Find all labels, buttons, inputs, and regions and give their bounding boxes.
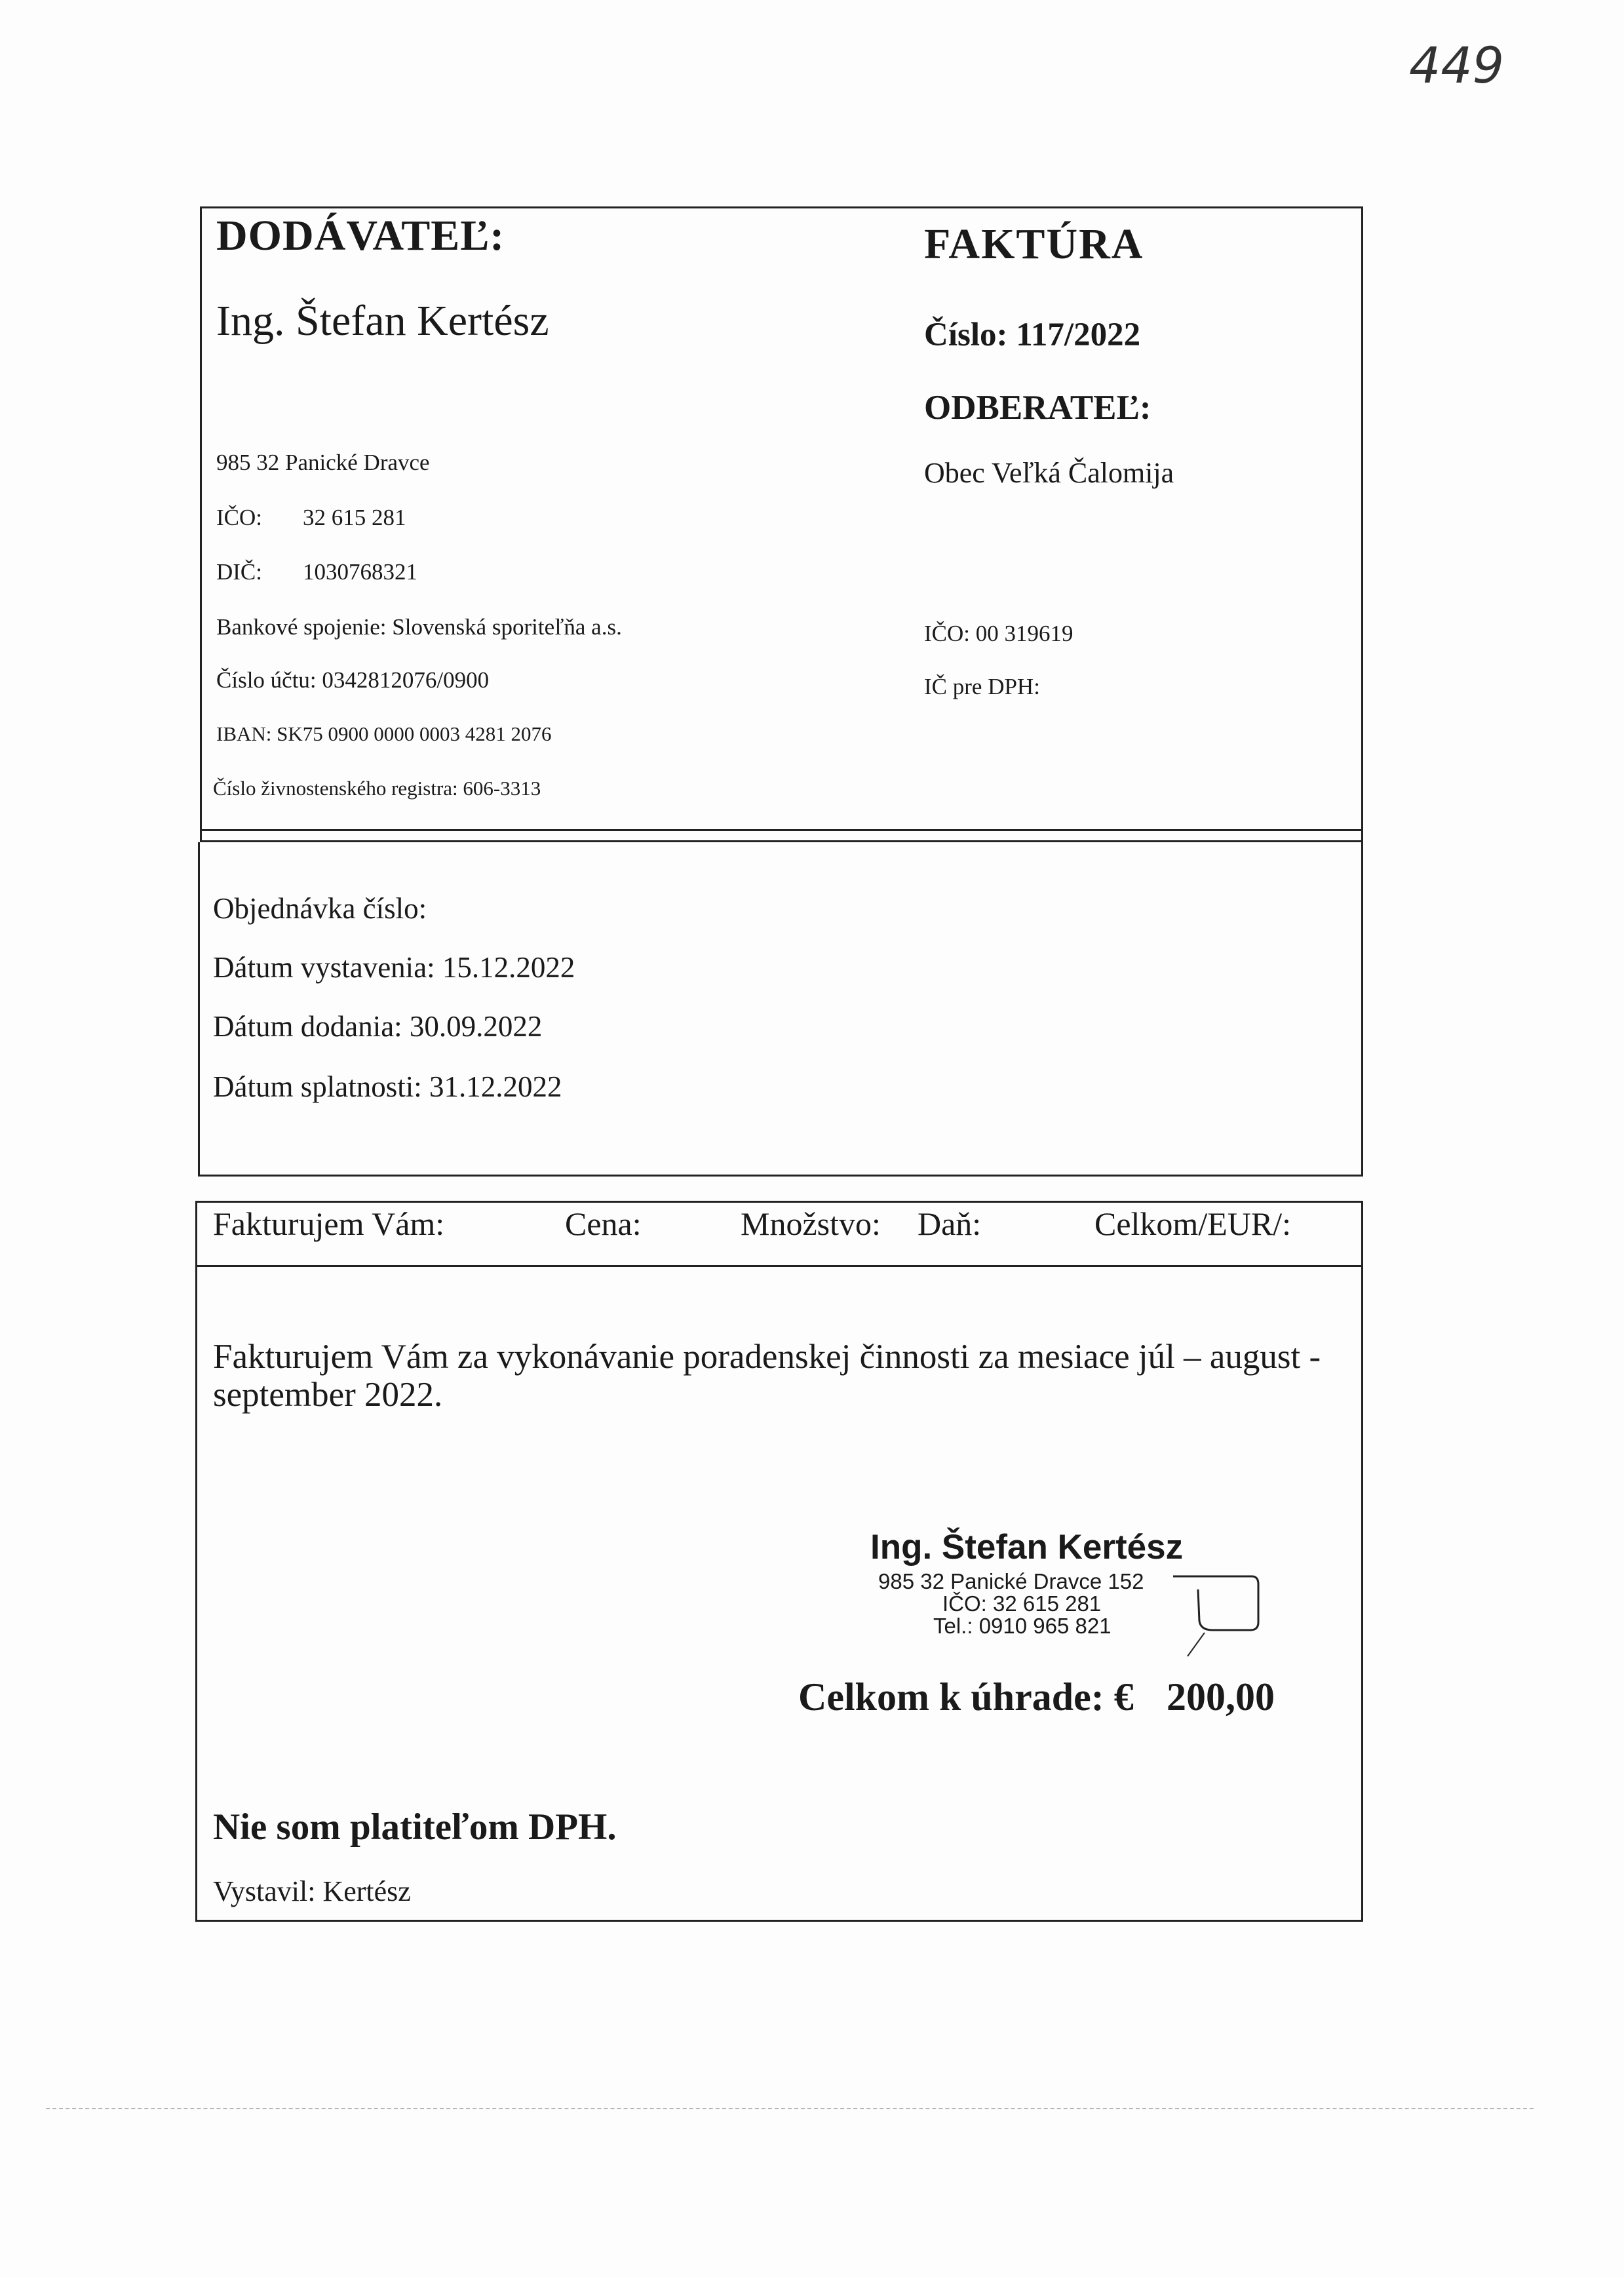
invoice-title: FAKTÚRA [924,220,1144,268]
description-line-2: september 2022. [213,1376,443,1414]
description-line-1: Fakturujem Vám za vykonávanie poradenskej činnosti za mesiace júl – august - [213,1338,1321,1376]
vat-note: Nie som platiteľom DPH. [213,1806,617,1848]
supplier-dic-label: DIČ: [216,559,262,585]
col-total: Celkom/EUR/: [1094,1205,1291,1242]
supplier-account: Číslo účtu: 0342812076/0900 [216,667,490,693]
page-number: 449 [1409,36,1505,94]
col-quantity: Množstvo: [741,1205,881,1242]
supplier-address: 985 32 Panické Dravce [216,450,430,475]
supplier-ico-value: 32 615 281 [303,505,406,530]
invoice-number: Číslo: 117/2022 [924,317,1141,353]
stamp-name: Ing. Štefan Kertész [870,1528,1184,1567]
customer-ico: IČO: 00 319619 [924,621,1073,646]
supplier-name: Ing. Štefan Kertész [216,297,549,345]
order-number: Objednávka číslo: [213,892,427,925]
header-divider [200,829,1363,831]
supplier-heading: DODÁVATEĽ: [216,212,505,260]
due-date: Dátum splatnosti: 31.12.2022 [213,1070,562,1103]
stamp-phone: Tel.: 0910 965 821 [933,1614,1112,1638]
delivery-date: Dátum dodania: 30.09.2022 [213,1010,543,1043]
scan-edge-line [46,2108,1534,2109]
signature-mark [1167,1570,1265,1662]
supplier-trade-register: Číslo živnostenského registra: 606-3313 [213,777,541,800]
customer-vat-id: IČ pre DPH: [924,674,1040,699]
customer-name: Obec Veľká Čalomija [924,457,1174,489]
issued-by: Vystavil: Kertész [213,1875,411,1907]
supplier-bank: Bankové spojenie: Slovenská sporiteľňa a.s. [216,614,622,640]
col-tax: Daň: [918,1205,982,1242]
stamp-address: 985 32 Panické Dravce 152 [878,1569,1144,1593]
supplier-ico-label: IČO: [216,505,262,530]
stamp-ico: IČO: 32 615 281 [942,1591,1102,1616]
total-label: Celkom k úhrade: € [798,1675,1134,1719]
col-price: Cena: [565,1205,642,1242]
issue-date: Dátum vystavenia: 15.12.2022 [213,951,575,984]
items-header-divider [195,1265,1363,1267]
supplier-iban: IBAN: SK75 0900 0000 0003 4281 2076 [216,722,552,745]
customer-heading: ODBERATEĽ: [924,389,1151,427]
total-amount: 200,00 [1167,1675,1275,1719]
col-description: Fakturujem Vám: [213,1205,445,1242]
supplier-dic-value: 1030768321 [303,559,417,585]
